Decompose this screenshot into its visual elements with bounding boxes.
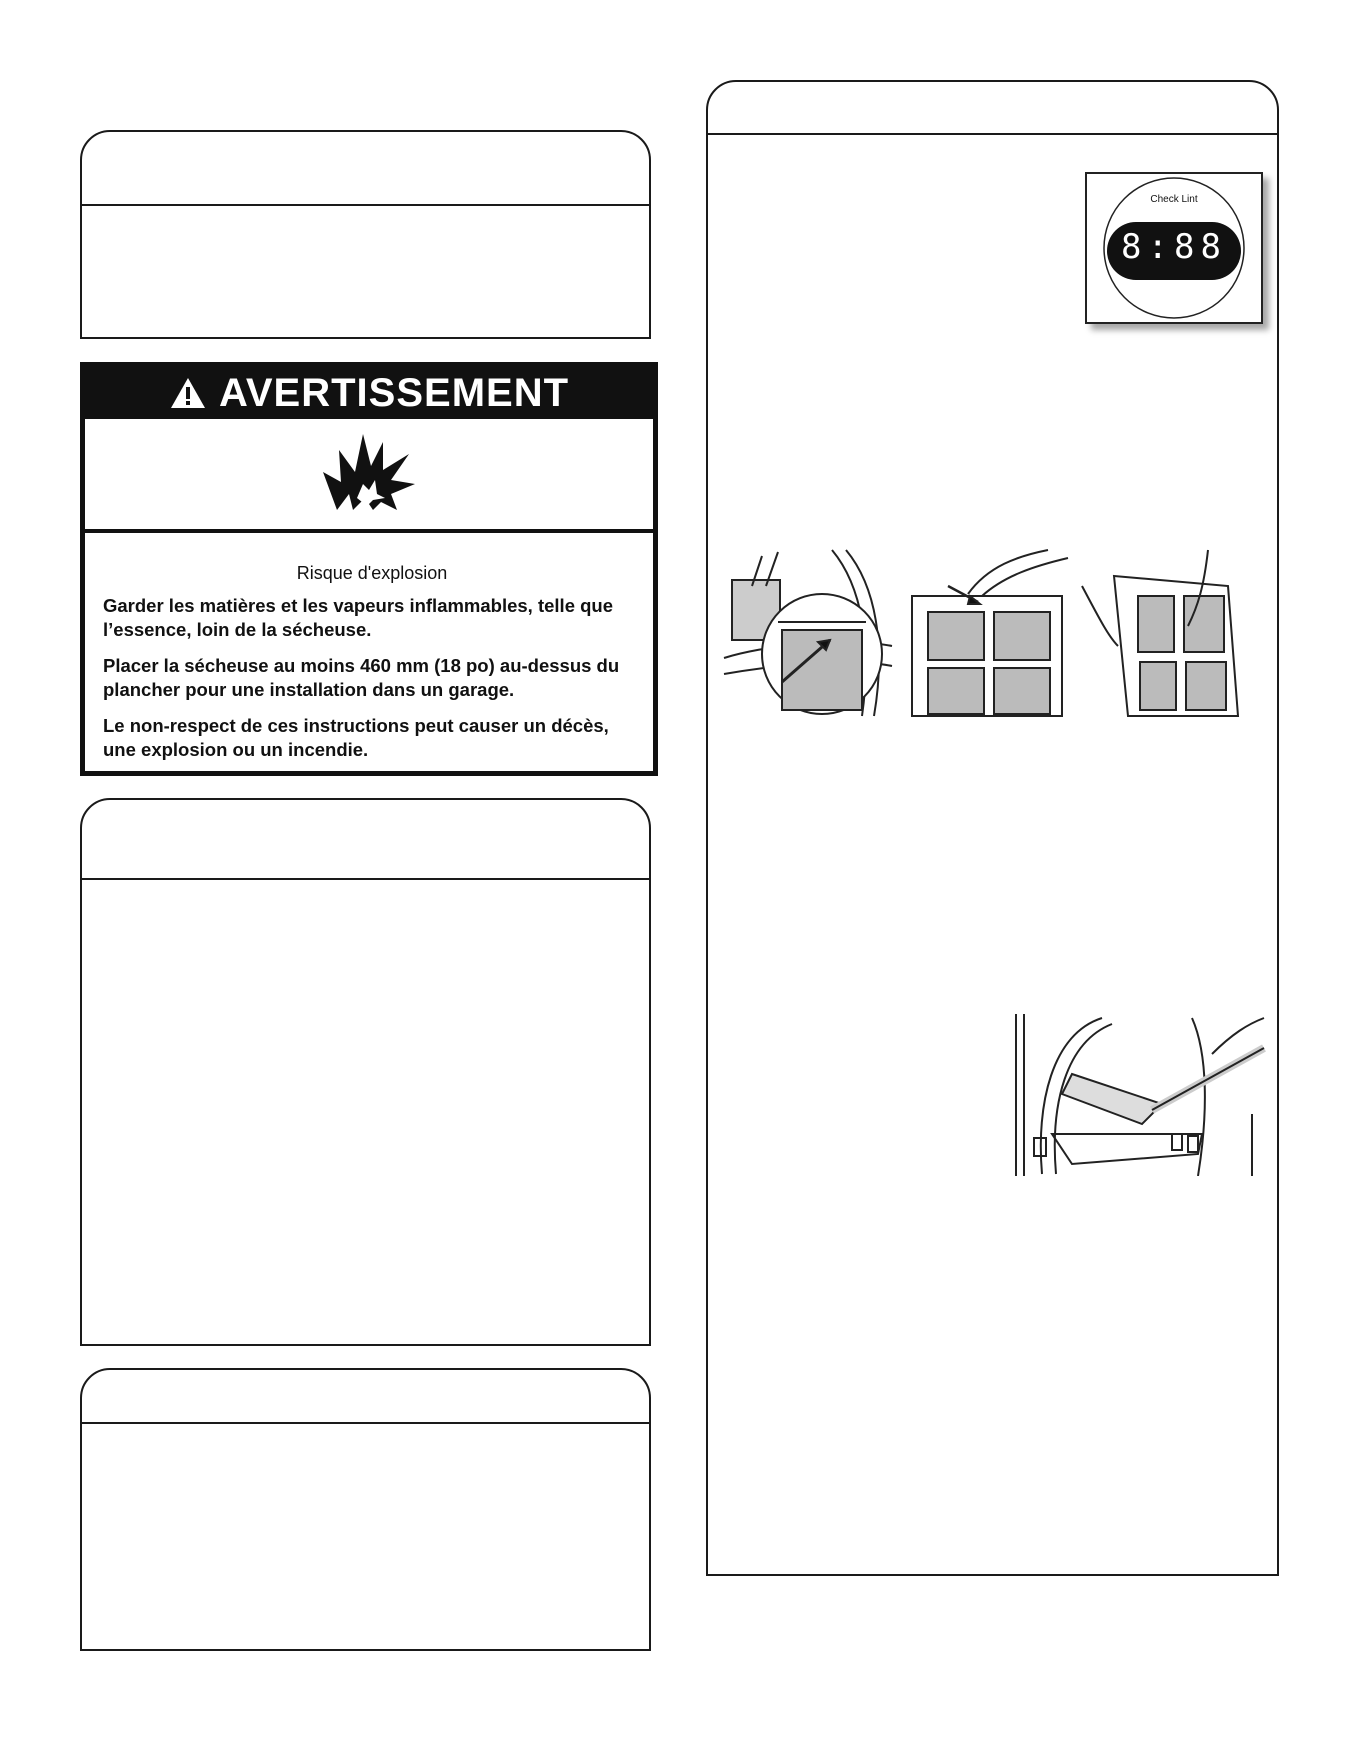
warning-risk: Risque d'explosion xyxy=(296,563,448,583)
warning-panel xyxy=(80,362,658,776)
display-readout: 8:88 xyxy=(1121,227,1227,267)
warning-line-1: Garder les matières et les vapeurs inflammables, telle que l’essence, loin de la sécheuse. xyxy=(103,595,614,640)
explosion-icon xyxy=(319,432,419,517)
section-box-3-header xyxy=(82,1370,649,1424)
warning-line-2: Placer la sécheuse au moins 460 mm (18 po) au-dessus du plancher pour une installation dans un garage. xyxy=(103,655,620,700)
warning-icon-row xyxy=(85,419,653,533)
section-box-2 xyxy=(80,798,651,1346)
warning-banner xyxy=(85,367,653,419)
warning-title: AVERTISSEMENT xyxy=(218,370,570,415)
warning-triangle-icon xyxy=(169,376,207,410)
lint-screen-removal-illustration xyxy=(722,546,1262,718)
warning-text xyxy=(103,563,641,774)
section-box-right-header xyxy=(708,82,1277,135)
warning-line-3: Le non-respect de ces instructions peut causer un décès, une explosion ou un incendie. xyxy=(103,715,609,760)
lint-trap-cleaning-illustration xyxy=(1012,1014,1268,1176)
check-lint-label: Check Lint xyxy=(1150,194,1198,205)
section-box-1-header xyxy=(82,132,649,206)
check-lint-display-illustration xyxy=(1085,172,1263,324)
section-box-1 xyxy=(80,130,651,339)
section-box-3 xyxy=(80,1368,651,1651)
section-box-2-header xyxy=(82,800,649,880)
